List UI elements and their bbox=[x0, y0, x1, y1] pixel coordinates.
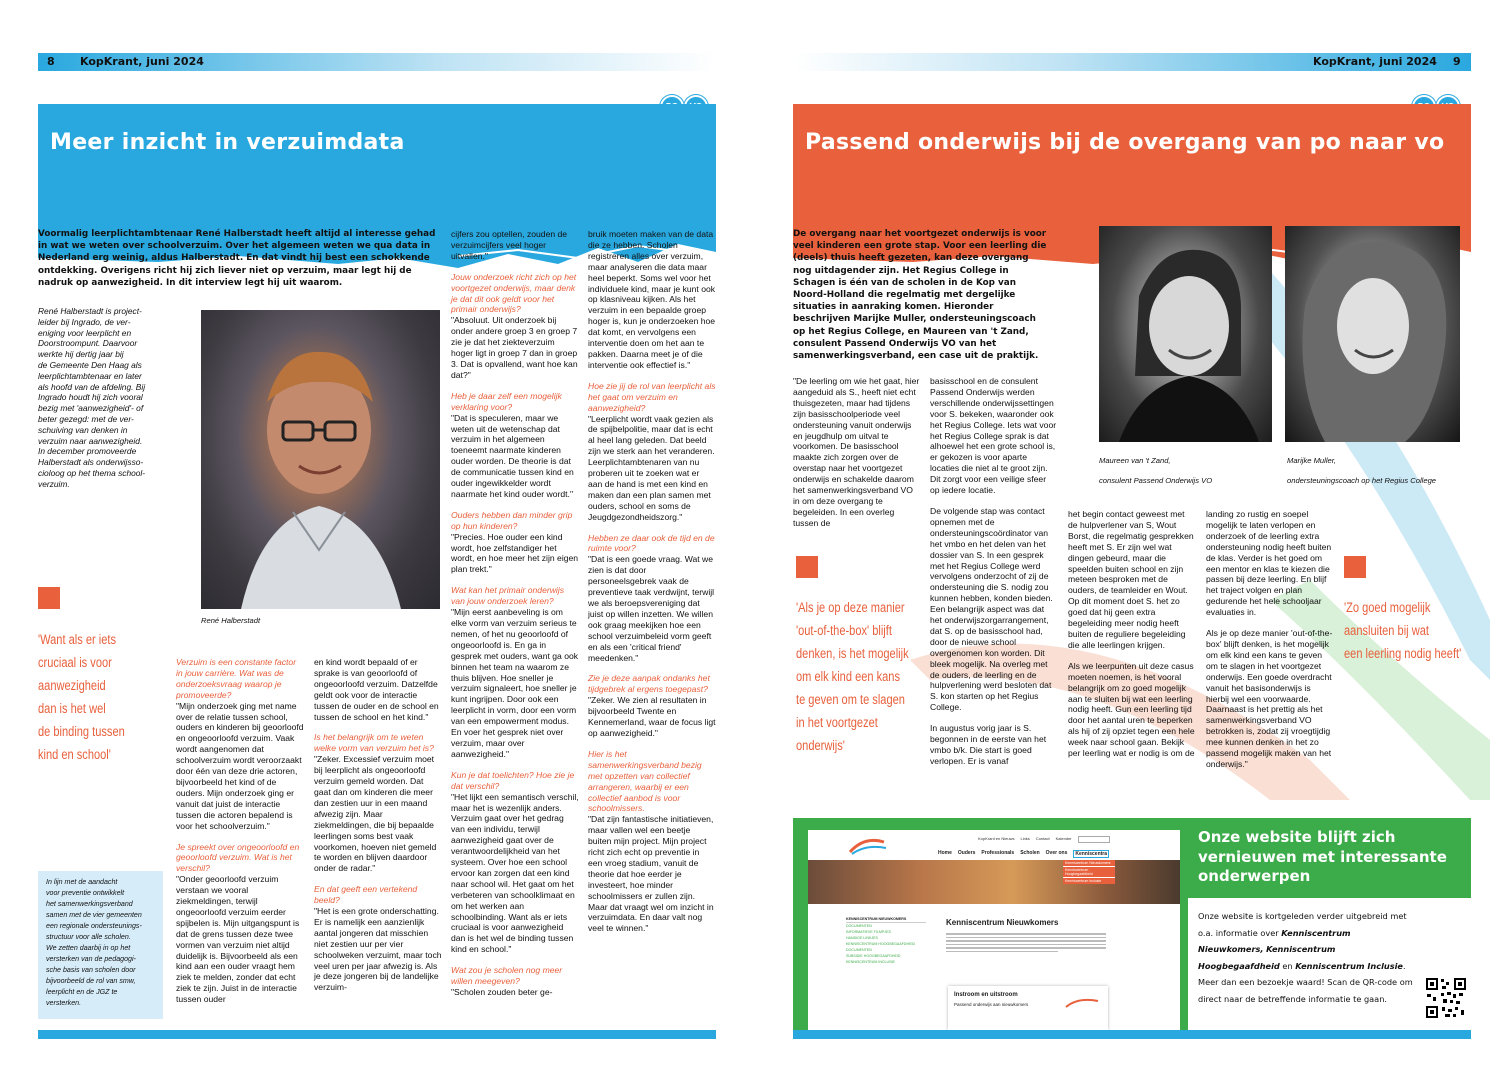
site-heading: Kenniscentrum Nieuwkomers bbox=[946, 918, 1059, 927]
paragraph: In augustus vorig jaar is S. begonnen in de eerste van het vmbo b/k. Die start is goed verlopen. Er is vanaf bbox=[930, 723, 1047, 766]
menu-kenniscentra[interactable]: Kenniscentra bbox=[1075, 851, 1108, 857]
caption-muller bbox=[1287, 446, 1462, 496]
answer: "Leerplicht wordt vaak gezien als de spijbelpolitie, maar dat is echt al heel lang geleden. Dat beeld zijn we sterk aan het veranderen. Leerplichtambtenaren van nu proberen uit te zoeken wat er aan de hand is met een kind en maken dan een plan samen met ouders, school en soms de Jeugdgezondheidszorg." bbox=[588, 413, 715, 522]
sidebar-item[interactable]: KENNISCENTRUM INCLUSIE bbox=[846, 960, 895, 964]
menu-home[interactable]: Home bbox=[938, 850, 952, 856]
column-2-left bbox=[314, 657, 442, 1003]
sidebar-item[interactable]: SUBSIDIE HOOGBEGAAFDHEID bbox=[846, 954, 901, 958]
footer-bar-right bbox=[793, 1030, 1471, 1039]
page-number-left: 8 bbox=[47, 55, 55, 68]
column-3-left bbox=[451, 229, 579, 1008]
menu-scholen[interactable]: Scholen bbox=[1020, 850, 1040, 856]
portrait-illustration bbox=[1285, 226, 1460, 442]
promo-text bbox=[1198, 908, 1416, 1007]
footer-bar-left bbox=[38, 1030, 716, 1039]
top-nav-item[interactable]: Links bbox=[1020, 836, 1030, 841]
answer: bruik moeten maken van de data die ze hebben. Scholen registreren alles over verzuim, maar analyseren die data maar heel beperkt. Soms wel voor het individuele kind, maar je kunt ook op klasniveau kijken. Als het verzuim in een bepaalde groep hoger is, kun je onderzoeken hoe dat komt, en vervolgens een interventie doen om het aan te pakken. Daarna meet je of die interventie ook effectief is." bbox=[588, 229, 716, 370]
menu-professionals[interactable]: Professionals bbox=[981, 850, 1015, 856]
quote-marker-right-2 bbox=[1344, 556, 1366, 578]
paragraph: Als je op deze manier 'out-of-the-box' blijft denken, is het mogelijk om elk kind een kans te geven om te slagen in het voortgezet onderwijs. Een goede overdracht vanuit het basisonderwijs is hierbij wel een voorwaarde. Daarnaast is het prettig als het samenwerkingsverband VO betrokken is, zodat zij vroegtijdig mee kunnen denken in het zo passend mogelijk maken van het onderwijs." bbox=[1206, 628, 1333, 769]
caption-name: Maureen van 't Zand, bbox=[1099, 456, 1171, 465]
answer: "Zeker. We zien al resultaten in bijvoorbeeld Twente en Kennemerland, waar de focus ligt op aanwezigheid." bbox=[588, 695, 716, 738]
paragraph: De volgende stap was contact opnemen met de ondersteuningscoördinator van het vmbo en het delen van het dossier van S. In een gesprek met het Regius College werd vervolgens onderzocht of zij de ondersteuning die S. nodig zou kunnen hebben, konden bieden. Een belangrijk aspect was dat het onderwijszorgarrangement, dat S. op de basisschool had, door de nieuwe school overgenomen kon worden. Dit bleek mogelijk. Na overleg met de ouders, de leerling en de hulpverlening werd besloten dat S. kon starten op het Regius College. bbox=[930, 505, 1053, 713]
dropdown-item[interactable]: Kenniscentrum Inclusie bbox=[1065, 879, 1102, 883]
portrait-photo-muller bbox=[1285, 226, 1460, 442]
header-title-left: KopKrant, juni 2024 bbox=[80, 55, 204, 68]
article-title-left: Meer inzicht in verzuimdata bbox=[50, 130, 405, 155]
photo-caption-left: René Halberstadt bbox=[201, 616, 261, 625]
sidebar-item[interactable]: DOCUMENTEN bbox=[846, 948, 872, 952]
column-1-left bbox=[176, 657, 304, 1015]
menu-ouders[interactable]: Ouders bbox=[957, 850, 976, 856]
portrait-photo-halberstadt bbox=[201, 310, 440, 609]
portrait-illustration bbox=[201, 310, 440, 609]
dropdown-menu bbox=[1063, 860, 1115, 884]
top-nav bbox=[978, 836, 1110, 843]
question: Jouw onderzoek richt zich op het voortgezet onderwijs, maar denk je dat dit ook geldt voor het primair onderwijs? bbox=[451, 271, 577, 315]
sidebar-item[interactable]: KENNISCENTRUM HOOGBEGAAFDHEID bbox=[846, 942, 916, 946]
question: Wat zou je scholen nog meer willen meegeven? bbox=[451, 965, 563, 987]
site-logo bbox=[844, 834, 890, 856]
answer: "Het is een grote onderschatting. Er is namelijk een aanzienlijk aantal jongeren dat misschien niet zestien uur per vier schoolweken verzuimt, maar toch veel uren per jaar afwezig is. Als je deze jongeren bij de landelijke verzuim- bbox=[314, 906, 442, 993]
paragraph: Als we leerpunten uit deze casus moeten noemen, is het vooral belangrijk om zo goed mogelijk aan te sluiten bij wat een leerling nodig heeft. Gun een leerling tijd door het aantal uren te beperken als hij of zij opziet tegen een hele week naar school gaan. Bekijk per leerling wat er nodig is om de bbox=[1068, 660, 1195, 759]
answer: cijfers zou optellen, zouden de verzuimcijfers veel hoger uitvallen." bbox=[451, 229, 568, 261]
question: Zie je deze aanpak ondanks het tijdgebrek al ergens toegepast? bbox=[588, 673, 710, 695]
quote-marker-left bbox=[38, 587, 60, 609]
column-3-right bbox=[1068, 509, 1196, 769]
question: Verzuim is een constante factor in jouw carrière. Wat was de onderzoeksvraag waarop je promoveerde? bbox=[176, 657, 297, 700]
question: Heb je daar zelf een mogelijk verklaring voor? bbox=[451, 390, 562, 412]
promo-text-part: Onze website is kortgeleden verder uitgebreid met o.a. informatie over bbox=[1198, 911, 1407, 938]
card-subtitle: Passend onderwijs aan nieuwkomers bbox=[954, 1002, 1029, 1007]
answer: "Mijn eerst aanbeveling is om elke vorm van verzuim serieus te nemen, of het nu geoorloofd of ongeoorloofd is. En ga in gesprek met ouders, want ga ook binnen het team na waarom ze thuis blijven. Hoe sneller je verzuim signaleert, hoe sneller je kunt ingrijpen. Door ook een leerplicht in vorm, door een vorm van een empowerment modus. En voer het gesprek niet over verzuim, maar over aanwezigheid." bbox=[451, 607, 579, 759]
caption-role: ondersteuningscoach op het Regius College bbox=[1287, 476, 1437, 485]
question: Hier is het samenwerkingsverband bezig met opzetten van collectief arrangeren, waarbij er een collectief aanbod is voor schoolmissers. bbox=[588, 748, 702, 814]
caption-name: Marijke Muller, bbox=[1287, 456, 1336, 465]
paragraph: basisschool en de consulent Passend Onderwijs werden verschillende onderwijssettingen voor S. bekeken, waaronder ook het Regius College. Iets wat voor het Regius College sprak is dat alhoewel het een grote school is, er gekozen is voor aparte locaties die niet al te groot zijn. Dit zorgt voor een veilige sfeer op iedere locatie. bbox=[930, 376, 1057, 496]
dropdown-item[interactable]: Kenniscentrum Hoogbegaafdheid bbox=[1063, 867, 1115, 878]
pull-quote-right-2: 'Zo goed mogelijk aansluiten bij wat een leerling nodig heeft' bbox=[1344, 600, 1462, 661]
answer: "Dat zijn fantastische initiatieven, maar vallen wel een beetje buiten mijn project. Mijn project richt zich echt op preventie in een vroeg stadium, vanuit de theorie dat hoe eerder je investeert, hoe minder schoolmissers er zullen zijn. Maar dat vraagt wel om inzicht in verzuimdata. En daar valt nog veel te winnen." bbox=[588, 814, 714, 934]
question: Is het belangrijk om te weten welke vorm van verzuim het is? bbox=[314, 732, 434, 754]
dropdown-item[interactable]: Kenniscentrum Nieuwkomers bbox=[1063, 860, 1115, 867]
page-number-right: 9 bbox=[1453, 55, 1461, 68]
answer: "Dat is een goede vraag. Wat we zien is dat door personeelsgebrek vaak de preventieve taak verdwijnt, terwijl we als beroepsvereniging dat juist op willen inzetten. We willen ook graag meekijken hoe een school verzuimbeleid vorm geeft en als een 'critical friend' meedenken." bbox=[588, 554, 715, 663]
site-sidebar bbox=[846, 916, 926, 965]
intro-left: Voormalig leerplichtambtenaar René Halberstadt heeft altijd al interesse gehad in wat we weten over schoolverzuim. Over het algemeen weten we qua data in Nederland erg weinig, aldus Halberstadt. En dat vindt hij best een schokkende ontdekking. Overigens richt hij zich liever niet op verzuim, maar legt hij de nadruk op aanwezigheid. In dit interview legt hij uit waarom. bbox=[38, 229, 436, 288]
pull-quote-right-1: 'Als je op deze manier 'out-of-the-box' blijft denken, is het mogelijk om elk kind een kans te geven om te slagen in het voortgezet onderwijs' bbox=[796, 600, 909, 753]
question: Kun je dat toelichten? Hoe zie je dat verschil? bbox=[451, 769, 575, 791]
column-4-left bbox=[588, 229, 716, 944]
promo-text-part: en bbox=[1279, 960, 1296, 971]
answer: "Dat is speculeren, maar we weten uit de wetenschap dat verzuim in het algemeen toeneemt naarmate kinderen ouder worden. De theorie is dat de communicatie tussen kind en ouder ingewikkelder wordt naarmate het kind ouder wordt." bbox=[451, 412, 574, 499]
question: Hebben ze daar ook de tijd en de ruimte voor? bbox=[588, 532, 715, 554]
answer: "Precies. Hoe ouder een kind wordt, hoe zelfstandiger het wordt, en hoe meer het zijn eigen plan trekt." bbox=[451, 531, 579, 575]
qr-code-icon[interactable] bbox=[1425, 977, 1467, 1019]
caption-van-t-zand bbox=[1099, 446, 1272, 496]
bio-text: René Halberstadt is project- leider bij Ingrado, de ver- eniging voor leerplicht en Doorstroompunt. Daarvoor werkte hij dertig jaar bij de Gemeente Den Haag als leerplichtambtenaar en later als hoofd van de afdeling. Bij Ingrado houdt hij zich vooral bezig met 'aanwezigheid'- of beter gezegd: met de ver- schuiving van denken in verzuim naar aanwezigheid. In december promoveerde Halberstadt als onderwijsso- cioloog op het thema school- verzuim. bbox=[38, 306, 146, 489]
hero-image bbox=[808, 860, 1180, 904]
site-card[interactable] bbox=[948, 986, 1108, 1030]
sidebar-item[interactable]: DOCUMENTEN bbox=[846, 924, 872, 928]
sidebar-item[interactable]: INFORMATIEVE FILMPJES bbox=[846, 930, 891, 934]
answer: "Absoluut. Uit onderzoek bij onder andere groep 3 en groep 7 zie je dat het ziekteverzuim hoger ligt in groep 7 dan in groep 3. Dat is opvallend, want hoe kan dat?" bbox=[451, 315, 578, 380]
answer: "Onder geoorloofd verzuim verstaan we vooral ziekmeldingen, terwijl ongeoorloofd verzuim eerder spijbelen is. Mijn uitgangspunt is dat de grens tussen deze twee vormen van verzuim niet altijd duidelijk is. Bijvoorbeeld als een kind aan een ouder vraagt hem ziek te melden, zonder dat echt ziek te zijn. Juist in de interactie tussen ouder bbox=[176, 874, 300, 1005]
promo-text-part: . Meer dan een bezoekje waard! Scan de QR-code om direct naar de betreffende informatie te gaan. bbox=[1198, 960, 1413, 1004]
promo-title: Onze website blijft zich vernieuwen met interessante onderwerpen bbox=[1198, 828, 1447, 885]
top-nav-item[interactable]: Kalender bbox=[1055, 836, 1072, 841]
article-title-right: Passend onderwijs bij de overgang van po naar vo bbox=[805, 130, 1445, 155]
question: Je spreekt over ongeoorloofd en geoorloofd verzuim. Wat is het verschil? bbox=[176, 841, 300, 874]
promo-em: Kenniscentrum Hoogbegaafdheid bbox=[1198, 944, 1336, 971]
website-screenshot bbox=[808, 830, 1180, 1030]
promo-em: Kenniscentrum Nieuwkomers, bbox=[1198, 927, 1351, 954]
answer: "Het lijkt een semantisch verschil, maar het is wezenlijk anders. Verzuim gaat over het gedrag van een individu, terwijl aanwezigheid gaat over de verantwoordelijkheid van het systeem. Over hoe een school ervoor kan zorgen dat een kind naar school wil. Het gaat om het verbeteren van schoolklimaat en om het werken aan schoolbinding. Want als er iets cruciaal is voor aanwezigheid dan is het wel de binding tussen kind en school." bbox=[451, 791, 579, 955]
intro-right: De overgang naar het voortgezet onderwijs is voor veel kinderen een grote stap. Voor een leerling die (deels) thuis heeft gezeten, kan deze overgang nog uitdagender zijn. Het Regius College in Schagen is één van de scholen in de Kop van Noord-Holland die regelmatig met dergelijke situaties in aanraking komen. Hieronder beschrijven Marijke Muller, ondersteuningscoach op het Regius College, en Maureen van 't Zand, consulent Passend Onderwijs VO van het samenwerkingsverband, een case uit de praktijk. bbox=[793, 229, 1047, 362]
top-nav-item[interactable]: Contact bbox=[1035, 836, 1050, 841]
answer: "Scholen zouden beter ge- bbox=[451, 987, 553, 997]
question: Wat kan het primair onderwijs van jouw onderzoek leren? bbox=[451, 585, 565, 607]
portrait-photo-van-t-zand bbox=[1099, 226, 1272, 442]
column-4-right bbox=[1206, 509, 1334, 780]
column-2-right bbox=[930, 376, 1058, 777]
column-1-right: "De leerling om wie het gaat, hier aangeduid als S., heeft niet echt thuisgezeten, maar had tijdens zijn basisschoolperiode veel ondersteuning vanuit onderwijs en jeugdhulp om uitval te voorkomen. De basisschool maakte zich zorgen over de overstap naar het voortgezet onderwijs en schakelde daarom het samenwerkingsverband VO in om deze overgang te begeleiden. In een overleg tussen de bbox=[793, 376, 920, 528]
question: Hoe zie jij de rol van leerplicht als het gaat om verzuim en aanwezigheid? bbox=[588, 380, 716, 413]
logo-icon bbox=[844, 834, 890, 856]
quote-marker-right-1 bbox=[796, 556, 818, 578]
portrait-illustration bbox=[1099, 226, 1272, 442]
site-body-lines bbox=[946, 931, 1106, 954]
card-title: Instroom en uitstroom bbox=[954, 992, 1018, 998]
question: En dat geeft een vertekend beeld? bbox=[314, 884, 418, 906]
answer: "Mijn onderzoek ging met name over de relatie tussen school, ouders en kinderen bij geoorloofd en ongeoorloofd verzuim. Vaak wordt aangenomen dat schoolverzuim wordt veroorzaakt door één van deze drie actoren, bijvoorbeeld het kind of de ouders. Mijn onderzoek ging er vanuit dat juist de interactie tussen die actoren bepalend is voor het schoolverzuim." bbox=[176, 700, 304, 831]
promo-em: Kenniscentrum Inclusie bbox=[1295, 960, 1403, 971]
menu-over-ons[interactable]: Over ons bbox=[1045, 850, 1068, 856]
card-logo-icon bbox=[1062, 994, 1102, 1008]
sidebar-title: KENNISCENTRUM NIEUWKOMERS bbox=[846, 916, 926, 923]
sidebox-left: In lijn met de aandacht voor preventie ontwikkelt het samenwerkingsverband samen met de vier gemeenten een regionale ondersteunings- structuur voor alle scholen. We zetten daarbij in op het versterken van de pedagogi- sche basis van scholen door bijvoorbeeld de rol van smw, leerplicht en de JGZ te versterken. bbox=[38, 871, 163, 1019]
pull-quote-left: 'Want als er iets cruciaal is voor aanwezigheid dan is het wel de binding tussen kind en school' bbox=[38, 632, 125, 762]
question: Ouders hebben dan minder grip op hun kinderen? bbox=[451, 509, 573, 531]
caption-role: consulent Passend Onderwijs VO bbox=[1099, 476, 1213, 485]
main-menu bbox=[938, 850, 1109, 858]
paragraph: het begin contact geweest met de hulpverlener van S, Wout Borst, die regelmatig gesprekken heeft met S. Er zijn wel wat dingen gebeurd, maar die speelden buiten school en zijn meteen besproken met de ouders, de teamleider en Wout. Op dit moment doet S. het zo goed dat hij geen extra begeleiding meer nodig heeft buiten de reguliere begeleiding die alle leerlingen krijgen. bbox=[1068, 509, 1194, 650]
top-nav-item[interactable]: KopKrant en Nieuws bbox=[978, 836, 1015, 841]
answer: en kind wordt bepaald of er sprake is van geoorloofd of ongeoorloofd verzuim. Datzelfde geldt ook voor de interactie tussen de ouder en de school en tussen de school en het kind." bbox=[314, 657, 439, 722]
answer: "Zeker. Excessief verzuim moet bij leerplicht als ongeoorloofd verzuim gemeld worden. Dat gaat dan om kinderen die meer dan zestien uur in een maand afwezig zijn. Maar ziekmeldingen, die bij bepaalde leerlingen soms best vaak voorkomen, hoeven niet gemeld te worden en blijven daardoor onder de radar." bbox=[314, 754, 437, 874]
search-input[interactable] bbox=[1078, 836, 1110, 843]
header-title-right: KopKrant, juni 2024 bbox=[1313, 55, 1437, 68]
sidebar-item[interactable]: HANDIGE LINKJES bbox=[846, 936, 878, 940]
paragraph: landing zo rustig en soepel mogelijk te laten verlopen en onderzoek of de leerling extra ondersteuning nodig heeft buiten de klas. Verder is het goed om een mentor en klas te kiezen die passen bij deze leerling. En blijf het traject volgen en plan gedurende het hele schooljaar evaluaties in. bbox=[1206, 509, 1332, 618]
